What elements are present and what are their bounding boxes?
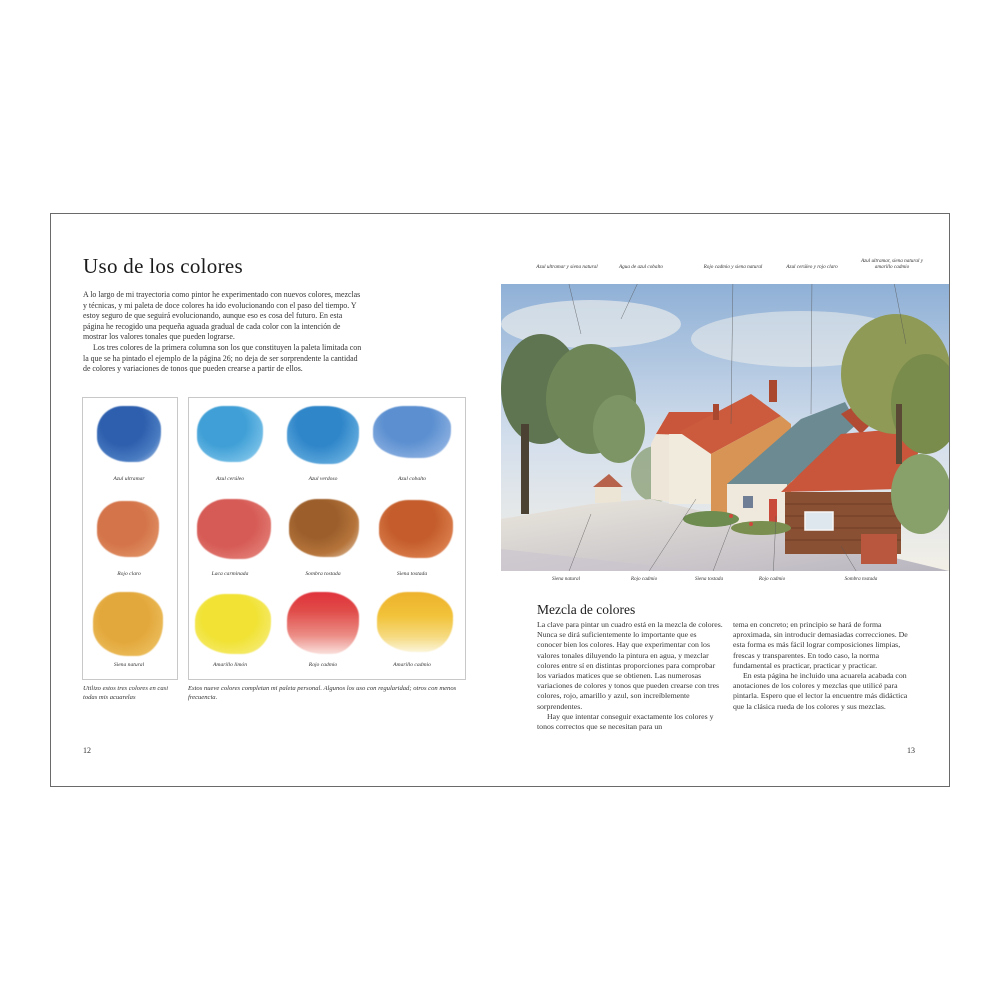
column-2-paragraph-2: En esta página he incluido una acuarela acabada con anotaciones de los colores y mezclas que utilicé para pintarla. Espero que el lector la encuentre más didáctica que la clásica rueda de los colores y sus mezclas. xyxy=(733,671,908,711)
swatch-azul-cobalto xyxy=(373,406,451,458)
mix-label-bottom-4: Rojo cadmio xyxy=(758,576,786,582)
caption-limited-palette: Utilizo estos tres colores en casi todas mis acuarelas xyxy=(83,685,169,701)
swatch-label: Amarillo cadmio xyxy=(393,662,431,668)
page-number-right: 13 xyxy=(907,746,915,755)
swatch-label: Rojo claro xyxy=(117,571,141,577)
text-column-1 xyxy=(537,620,723,732)
mix-label-bottom-2: Rojo cadmio xyxy=(630,576,658,582)
swatch-label: Sombra tostada xyxy=(305,571,341,577)
caption-extended-palette: Estos nueve colores completan mi paleta personal. Algunos los uso con regularidad; otros con menos frecuencia. xyxy=(188,685,457,701)
intro-paragraph-2: Los tres colores de la primera columna son los que constituyen la paleta limitada con la que se ha pintado el ejemplo de la página 26; no deja de ser sorprendente la cantidad de colores y variaciones de tonos que pueden crearse a partir de ellos. xyxy=(83,342,362,374)
column-1-paragraph-1: La clave para pintar un cuadro está en la mezcla de colores. Nunca se dirá suficientemente lo importante que es conocer bien los colores. Hay que experimentar con los valores tonales diluyendo la pintura en agua, y mezclar colores entre sí en distintas proporciones para comprobar los variados matices que se obtienen. Las numerosas variaciones de colores y tonos que pueden crearse con tres colores, rojo, amarillo y azul, son increíblemente sorprendentes. xyxy=(537,620,723,711)
page-title: Uso de los colores xyxy=(83,254,243,278)
swatch-label: Laca carminada xyxy=(211,571,249,577)
mix-label-3: Rojo cadmio y siena natural xyxy=(703,264,763,270)
column-2-paragraph-1: tema en concreto; en principio se hará de forma aproximada, sin introducir demasiadas correcciones. De esta forma es más fácil lograr composiciones limpias, frescas y transparentes. En todo caso, la norma fundamental es practicar, practicar y practicar. xyxy=(733,620,908,670)
swatch-azul-ceruleo xyxy=(197,406,263,462)
mix-label-4: Azul cerúleo y rojo claro xyxy=(786,264,838,270)
swatch-label: Azul verdoso xyxy=(308,476,338,482)
swatch-azul-ultramar xyxy=(97,406,161,462)
swatch-siena-natural xyxy=(93,592,163,656)
swatch-azul-verdoso xyxy=(287,406,359,464)
swatch-label: Siena natural xyxy=(113,662,145,668)
swatch-amarillo-limon xyxy=(195,594,271,654)
swatch-label: Rojo cadmio xyxy=(308,662,338,668)
swatch-label: Azul ultramar xyxy=(113,476,145,482)
swatch-rojo-cadmio xyxy=(287,592,359,654)
text-column-2 xyxy=(733,620,919,712)
swatch-laca-carminada xyxy=(197,499,271,559)
swatch-label: Azul cerúleo xyxy=(215,476,245,482)
mix-label-1: Azul ultramar y siena natural xyxy=(536,264,598,270)
swatch-siena-tostada xyxy=(379,500,453,558)
intro-paragraph-1: A lo largo de mi trayectoria como pintor he experimentado con nuevos colores, mezclas y técnicas, y mi paleta de doce colores ha ido evolucionando con el paso del tiempo. Y estoy seguro de que seguirá evolucionando, aunque eso es cosa del futuro. En esta página he recogido una pequeña aguada gradual de cada color con la intención de mostrar los valores tonales que pueden lograrse. xyxy=(83,290,361,342)
mix-label-2: Agua de azul cobalto xyxy=(619,264,663,270)
page-number-left: 12 xyxy=(83,746,91,755)
swatch-label: Siena tostada xyxy=(396,571,428,577)
watercolor-painting xyxy=(501,284,949,571)
swatch-label: Amarillo limón xyxy=(212,662,248,668)
swatch-label: Azul cobalto xyxy=(397,476,427,482)
column-1-paragraph-2: Hay que intentar conseguir exactamente los colores y tonos correctos que se necesitan para un xyxy=(537,711,714,732)
mix-label-bottom-3: Siena tostada xyxy=(694,576,724,582)
mix-label-bottom-5: Sombra tostada xyxy=(844,576,878,582)
swatch-amarillo-cadmio xyxy=(377,592,453,652)
book-spread xyxy=(50,213,950,787)
swatch-sombra-tostada xyxy=(289,499,359,557)
swatch-rojo-claro xyxy=(97,501,159,557)
intro-text xyxy=(83,290,365,375)
section-heading: Mezcla de colores xyxy=(537,602,636,617)
mix-label-bottom-1: Siena natural xyxy=(551,576,581,582)
mix-label-5: Azul ultramar, siena natural y amarillo cadmio xyxy=(860,258,924,270)
